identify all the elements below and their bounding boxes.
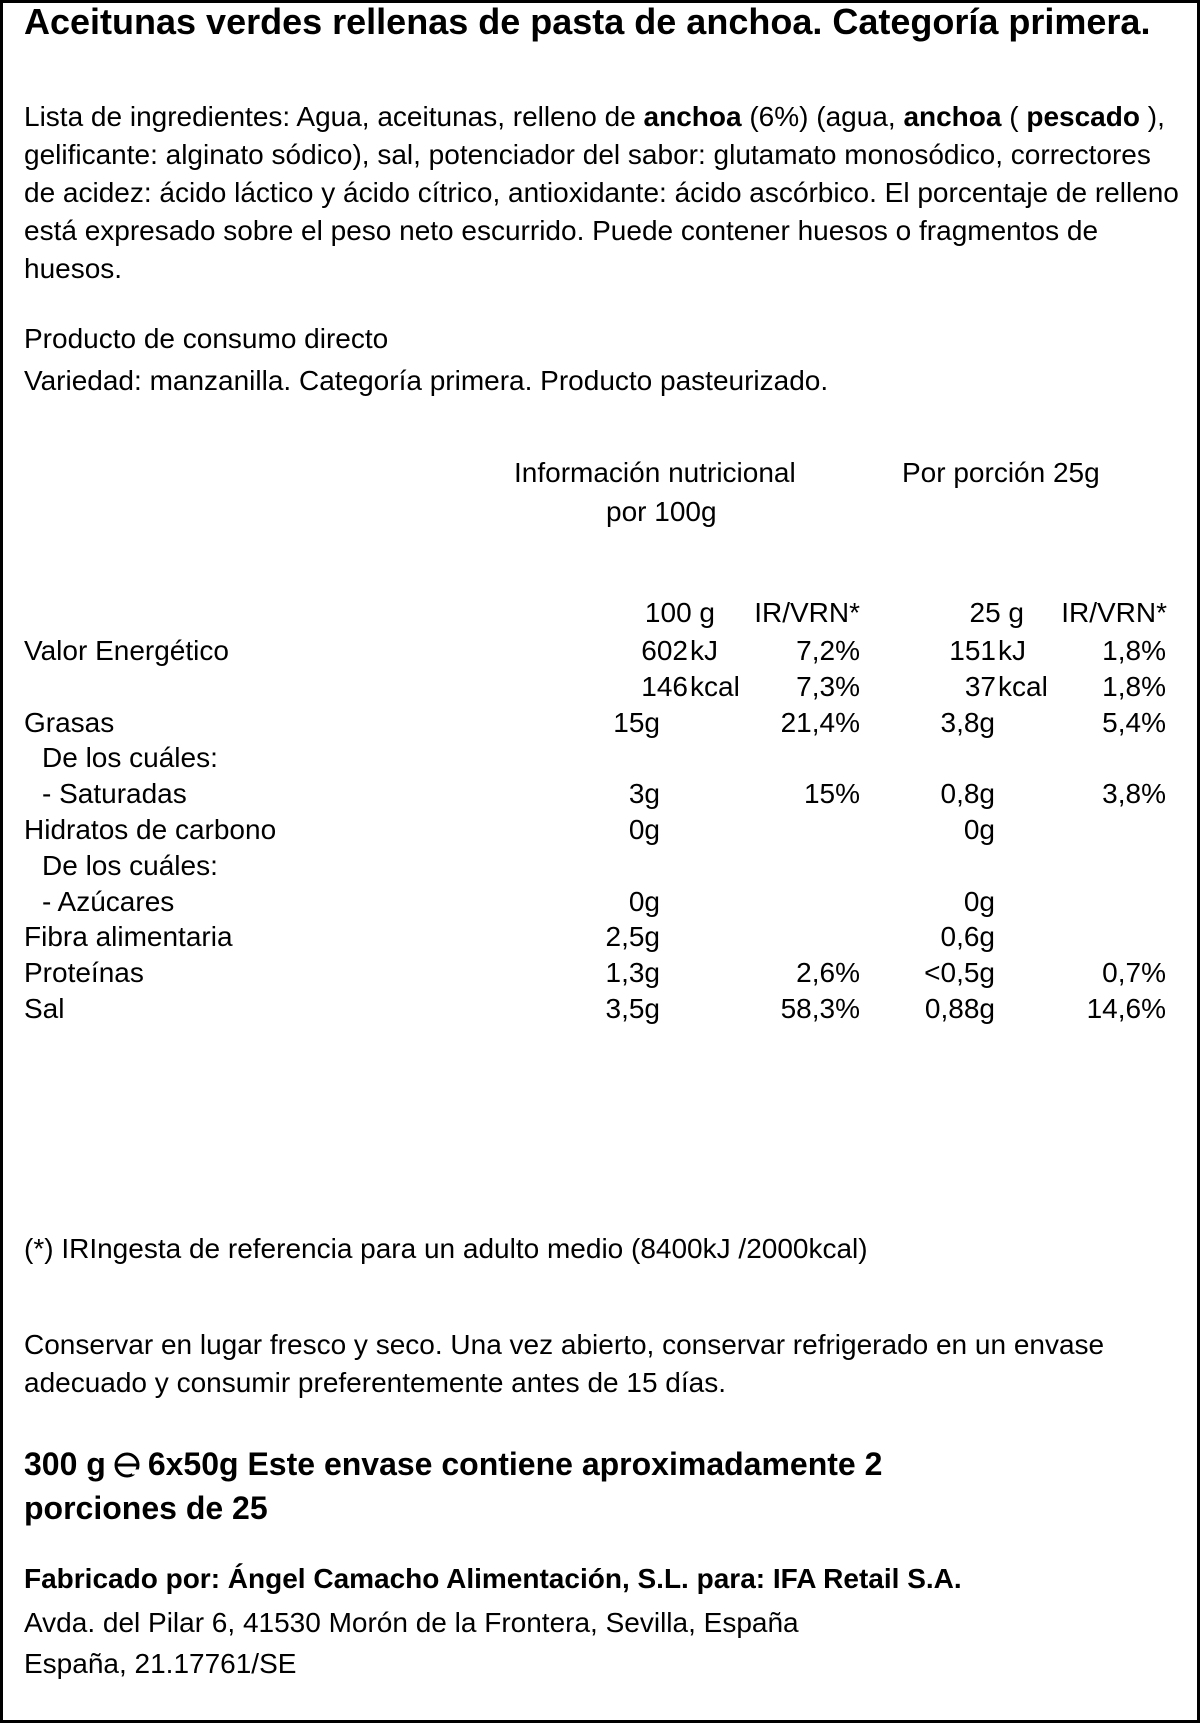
nutrition-header-portion: Por porción 25g xyxy=(902,457,1100,488)
portion-info: 6x50g Este envase contiene aproximadamente 2 xyxy=(147,1446,883,1482)
value-100g: 15g xyxy=(613,706,660,738)
nutrition-row xyxy=(0,670,1200,704)
net-weight-line xyxy=(24,1442,882,1486)
ir-25g: 0,7% xyxy=(1102,957,1166,989)
nutrient-label: Valor Energético xyxy=(24,635,229,666)
registry-number: España, 21.17761/SE xyxy=(24,1648,297,1679)
net-weight: 300 g xyxy=(24,1446,106,1482)
nutrient-label: De los cuáles: xyxy=(42,742,218,774)
ir-100g: 15% xyxy=(803,778,860,810)
value-100g: 0g xyxy=(628,814,660,845)
nutrient-label: - Azúcares xyxy=(42,885,175,917)
value-100g: 146 xyxy=(641,670,688,702)
col-25g-ir-label: IR/VRN* xyxy=(1061,597,1167,628)
nutrient-label: Sal xyxy=(24,993,65,1024)
allergen-pescado: pescado xyxy=(1026,101,1140,132)
nutrition-subheader xyxy=(0,596,1200,630)
ir-25g: 1,8% xyxy=(1102,670,1166,702)
ir-25g: 14,6% xyxy=(1086,993,1166,1024)
value-25g: 0g xyxy=(963,885,995,917)
ir-100g: 58,3% xyxy=(780,993,860,1024)
nutrient-label: Proteínas xyxy=(24,957,144,989)
value-100g: 1,3g xyxy=(605,957,660,989)
manufacturer-line: Fabricado por: Ángel Camacho Alimentación, S.L. para: IFA Retail S.A. xyxy=(24,1563,962,1594)
value-100g: 3,5g xyxy=(605,993,660,1024)
ir-100g: 7,3% xyxy=(796,670,860,702)
nutrient-label: Hidratos de carbono xyxy=(24,814,277,845)
nutrition-row xyxy=(0,992,1200,1026)
value-25g: 0,6g xyxy=(940,921,995,953)
unit-100g: kJ xyxy=(690,635,718,666)
consumo-text: Producto de consumo directo xyxy=(24,323,389,354)
value-25g: 0,8g xyxy=(940,778,995,810)
nutrition-header-100g: Información nutricional xyxy=(514,457,796,488)
ingredients-part: ( xyxy=(1001,101,1027,132)
nutrition-row xyxy=(0,634,1200,668)
nutrient-label: Fibra alimentaria xyxy=(24,921,233,953)
ingredients-part: (6%) (agua, xyxy=(741,101,904,132)
portion-info-line2: porciones de 25 xyxy=(24,1490,268,1526)
nutrition-row xyxy=(0,920,1200,954)
nutrient-label: De los cuáles: xyxy=(42,849,218,881)
allergen-anchoa: anchoa xyxy=(643,101,742,132)
nutrient-label: - Saturadas xyxy=(42,778,187,810)
col-100g-ir-label: IR/VRN* xyxy=(754,597,860,628)
nutrition-row xyxy=(0,885,1200,919)
nutrition-row xyxy=(0,813,1200,847)
ingredients-part: ), gelificante: alginato sódico), sal, potenciador del sabor: glutamato monosódico, correctores de acidez: ácido láctico y ácido cítrico, antioxidante: ácido ascórbico. El porcentaje de relleno está expresado sobre el peso neto escurrido. Puede contener huesos o fragmentos de huesos. xyxy=(24,101,1179,284)
value-25g: 151 xyxy=(949,635,996,666)
value-100g: 2,5g xyxy=(605,921,660,953)
ir-25g: 3,8% xyxy=(1102,778,1166,810)
col-25g-label: 25 g xyxy=(969,597,1024,628)
unit-25g: kJ xyxy=(998,635,1026,666)
allergen-anchoa: anchoa xyxy=(903,101,1002,132)
footnote: (*) IRIngesta de referencia para un adulto medio (8400kJ /2000kcal) xyxy=(24,1233,868,1264)
nutrient-label: Grasas xyxy=(24,706,115,738)
ingredients-text xyxy=(24,98,1184,288)
unit-100g: kcal xyxy=(690,670,740,702)
ir-100g: 2,6% xyxy=(796,957,860,989)
unit-25g: kcal xyxy=(998,670,1048,702)
value-100g: 3g xyxy=(628,778,660,810)
nutrition-row xyxy=(0,849,1200,883)
variedad-text: Variedad: manzanilla. Categoría primera. Producto pasteurizado. xyxy=(24,365,829,396)
nutrition-header-100g-sub: por 100g xyxy=(606,496,717,527)
value-25g: 3,8g xyxy=(940,706,995,738)
nutrition-row xyxy=(0,956,1200,990)
manufacturer-address: Avda. del Pilar 6, 41530 Morón de la Frontera, Sevilla, España xyxy=(24,1607,799,1638)
product-title: Aceitunas verdes rellenas de pasta de anchoa. Categoría primera. xyxy=(24,1,1151,42)
ir-25g: 5,4% xyxy=(1102,706,1166,738)
ir-100g: 21,4% xyxy=(780,706,860,738)
value-25g: 37 xyxy=(964,670,996,702)
nutrition-row xyxy=(0,777,1200,811)
value-100g: 0g xyxy=(628,885,660,917)
col-100g-label: 100 g xyxy=(644,597,715,628)
value-100g: 602 xyxy=(641,635,688,666)
estimated-sign-icon xyxy=(112,1450,142,1480)
value-25g: 0,88g xyxy=(924,993,995,1024)
value-25g: 0g xyxy=(963,814,995,845)
nutrition-row xyxy=(0,706,1200,740)
value-25g: <0,5g xyxy=(924,957,995,989)
ir-100g: 7,2% xyxy=(796,635,860,666)
nutrition-row xyxy=(0,741,1200,775)
ingredients-part: Lista de ingredientes: Agua, aceitunas, relleno de xyxy=(24,101,644,132)
ir-25g: 1,8% xyxy=(1102,635,1166,666)
storage-instructions: Conservar en lugar fresco y seco. Una vez abierto, conservar refrigerado en un envase adecuado y consumir preferentemente antes de 15 días. xyxy=(24,1329,1105,1398)
